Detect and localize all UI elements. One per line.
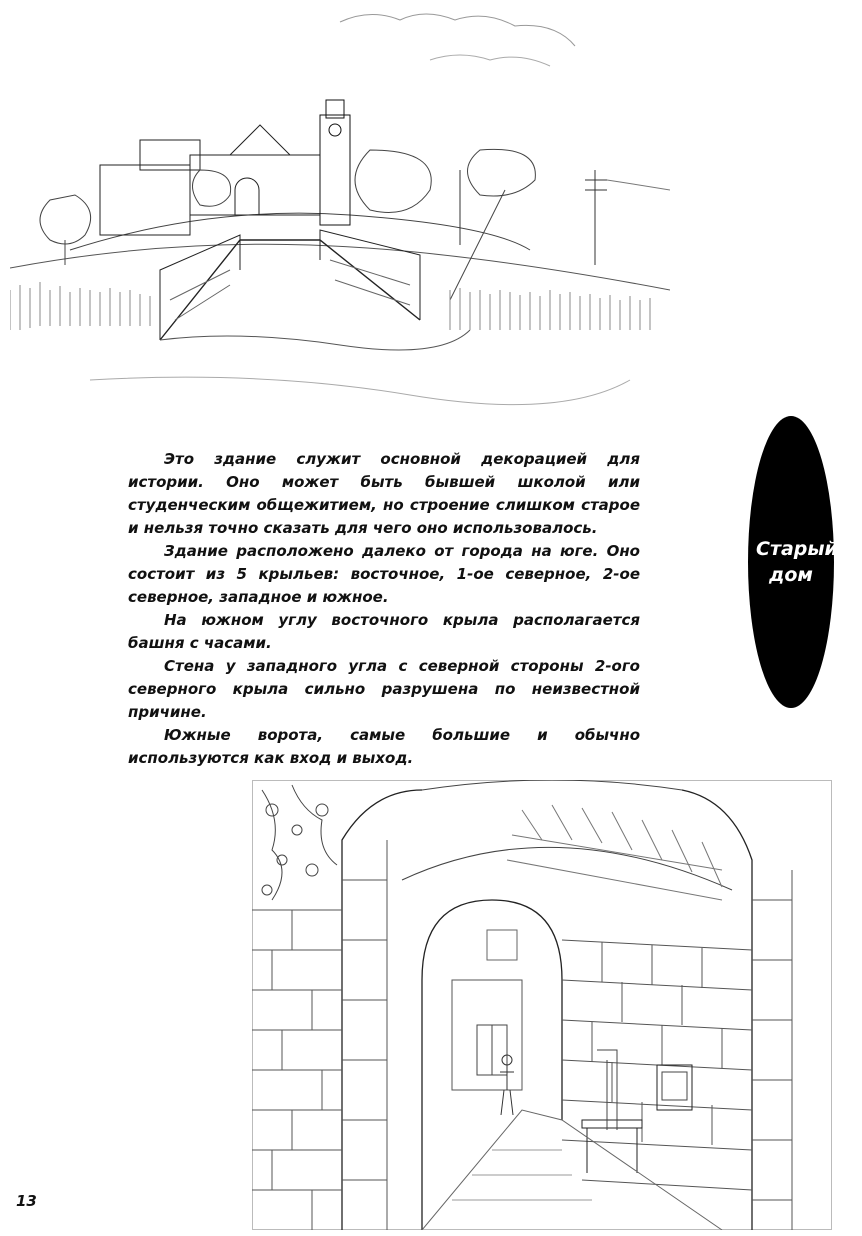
paragraph: На южном углу восточного крыла располагается башня с часами. — [128, 611, 640, 652]
description-text — [128, 448, 640, 770]
page-number: 13 — [16, 1192, 37, 1210]
paragraph: Здание расположено далеко от города на юге. Оно состоит из 5 крыльев: восточное, 1-ое северное, 2-ое северное, западное и южное. — [128, 542, 640, 606]
chapter-tab-line1: Старый — [756, 538, 838, 560]
old-house-landscape-sketch — [10, 0, 670, 420]
chapter-tab-line2: дом — [769, 564, 813, 586]
chapter-tab-label — [756, 536, 838, 588]
paragraph: Южные ворота, самые большие и обычно используются как вход и выход. — [128, 726, 640, 767]
paragraph: Это здание служит основной декорацией для истории. Оно может быть бывшей школой или студенческим общежитием, но строение слишком старое и нельзя точно сказать для чего оно использовалось. — [128, 450, 640, 537]
stone-archway-sketch — [252, 780, 832, 1230]
chapter-tab — [748, 416, 838, 708]
paragraph: Стена у западного угла с северной стороны 2-ого северного крыла сильно разрушена по неизвестной причине. — [128, 657, 640, 721]
